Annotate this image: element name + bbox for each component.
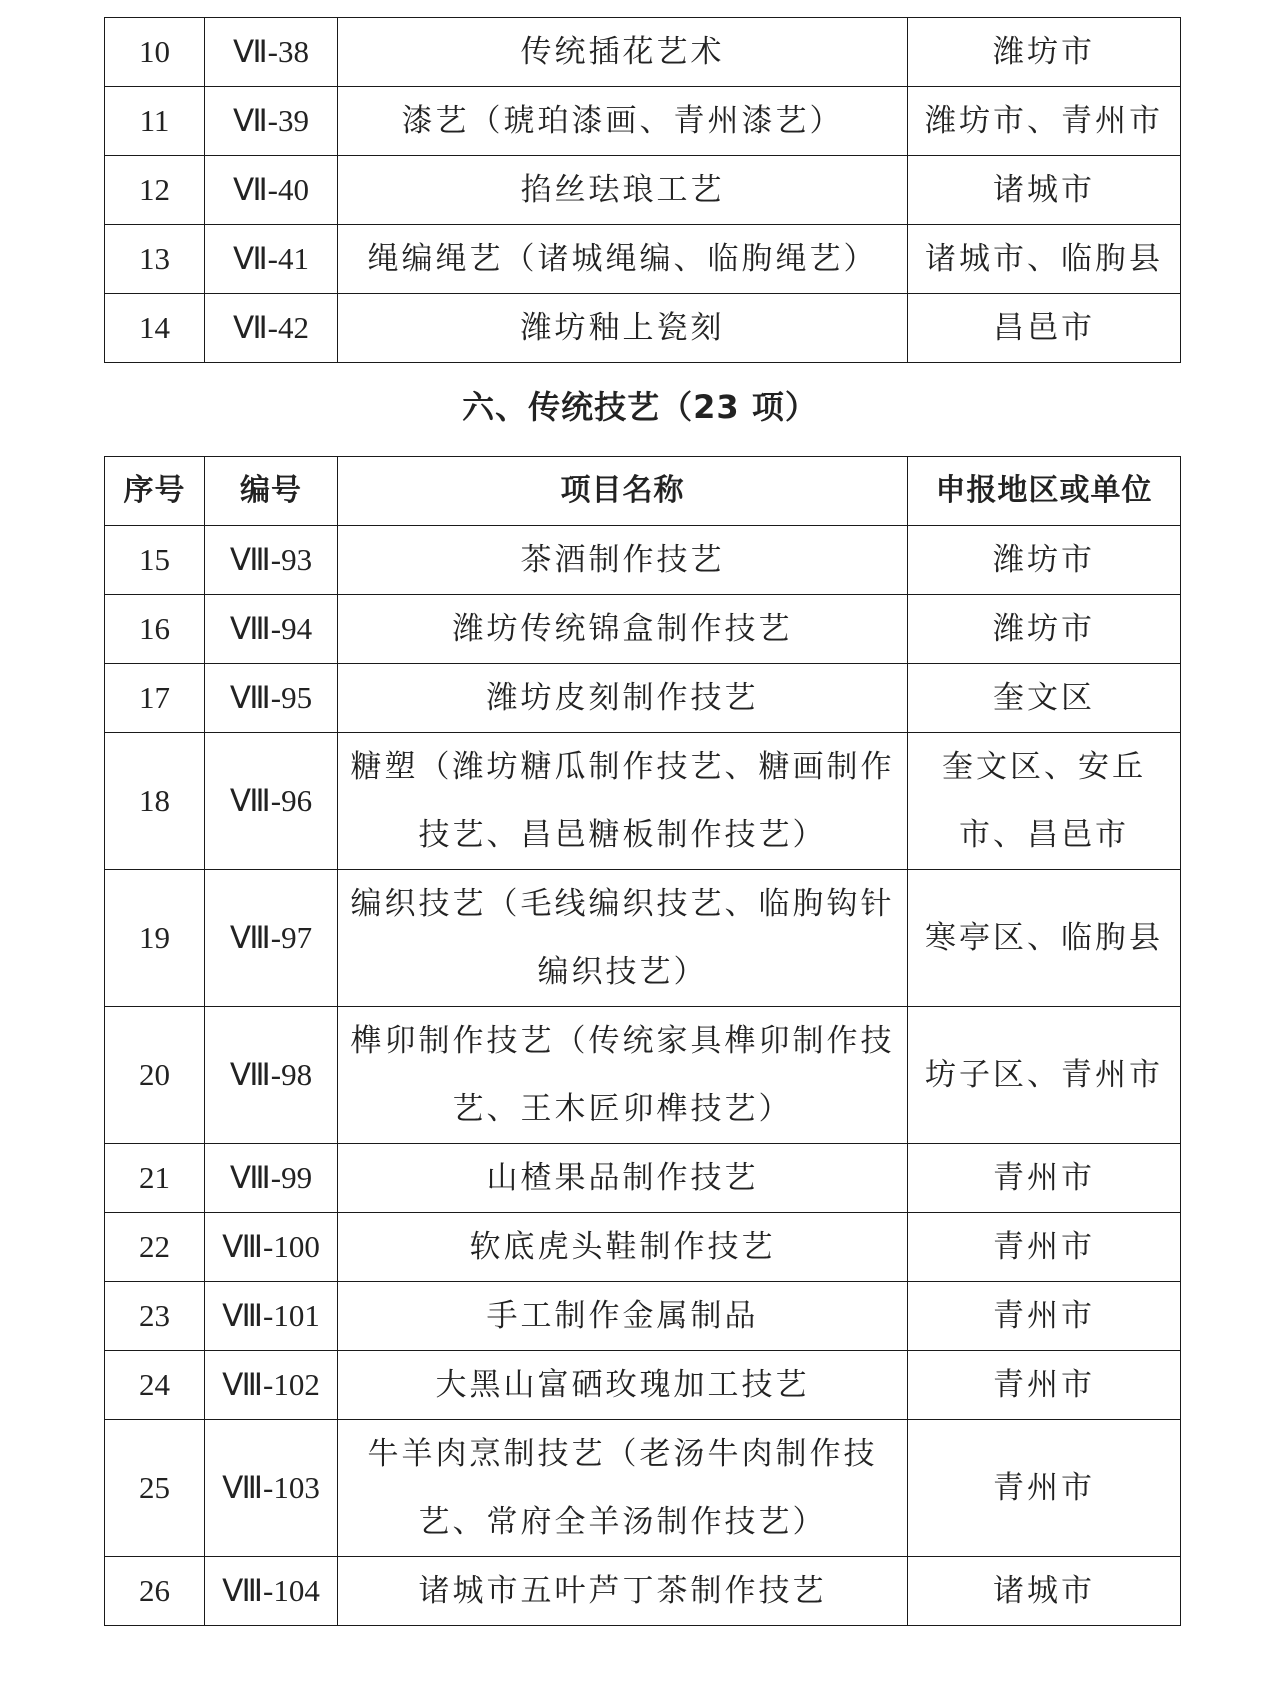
table-row bbox=[105, 1351, 1181, 1420]
code-cell: Ⅶ-39 bbox=[205, 87, 338, 156]
table-row bbox=[105, 225, 1181, 294]
table-row bbox=[105, 294, 1181, 363]
project-name-cell: 潍坊釉上瓷刻 bbox=[338, 294, 908, 363]
project-name-cell: 潍坊传统锦盒制作技艺 bbox=[338, 595, 908, 664]
header-project-name: 项目名称 bbox=[338, 457, 908, 526]
code-cell: Ⅷ-97 bbox=[205, 870, 338, 1007]
header-code: 编号 bbox=[205, 457, 338, 526]
project-name-cell: 茶酒制作技艺 bbox=[338, 526, 908, 595]
heritage-table-crafts bbox=[104, 456, 1181, 1626]
section-title: 六、传统技艺（23 项） bbox=[462, 388, 818, 426]
code-cell: Ⅷ-94 bbox=[205, 595, 338, 664]
region-cell: 寒亭区、临朐县 bbox=[908, 870, 1181, 1007]
seq-cell: 14 bbox=[105, 294, 205, 363]
code-cell: Ⅷ-98 bbox=[205, 1007, 338, 1144]
project-name-cell: 潍坊皮刻制作技艺 bbox=[338, 664, 908, 733]
table-row bbox=[105, 1213, 1181, 1282]
code-cell: Ⅶ-38 bbox=[205, 18, 338, 87]
seq-cell: 16 bbox=[105, 595, 205, 664]
region-cell: 青州市 bbox=[908, 1213, 1181, 1282]
seq-cell: 11 bbox=[105, 87, 205, 156]
code-cell: Ⅷ-99 bbox=[205, 1144, 338, 1213]
seq-cell: 23 bbox=[105, 1282, 205, 1351]
table-row bbox=[105, 1144, 1181, 1213]
seq-cell: 12 bbox=[105, 156, 205, 225]
project-name-cell: 诸城市五叶芦丁茶制作技艺 bbox=[338, 1557, 908, 1626]
region-cell: 潍坊市、青州市 bbox=[908, 87, 1181, 156]
seq-cell: 22 bbox=[105, 1213, 205, 1282]
table-row bbox=[105, 18, 1181, 87]
region-cell: 奎文区、安丘市、昌邑市 bbox=[908, 733, 1181, 870]
project-name-cell: 漆艺（琥珀漆画、青州漆艺） bbox=[338, 87, 908, 156]
project-name-cell: 大黑山富硒玫瑰加工技艺 bbox=[338, 1351, 908, 1420]
table-row bbox=[105, 526, 1181, 595]
table-row bbox=[105, 1420, 1181, 1557]
seq-cell: 25 bbox=[105, 1420, 205, 1557]
seq-cell: 18 bbox=[105, 733, 205, 870]
header-region: 申报地区或单位 bbox=[908, 457, 1181, 526]
region-cell: 昌邑市 bbox=[908, 294, 1181, 363]
seq-cell: 10 bbox=[105, 18, 205, 87]
region-cell: 坊子区、青州市 bbox=[908, 1007, 1181, 1144]
table-header-row bbox=[105, 457, 1181, 526]
table-row bbox=[105, 733, 1181, 870]
seq-cell: 15 bbox=[105, 526, 205, 595]
project-name-cell: 绳编绳艺（诸城绳编、临朐绳艺） bbox=[338, 225, 908, 294]
seq-cell: 24 bbox=[105, 1351, 205, 1420]
code-cell: Ⅷ-96 bbox=[205, 733, 338, 870]
table-row bbox=[105, 1557, 1181, 1626]
table-row bbox=[105, 1007, 1181, 1144]
region-cell: 青州市 bbox=[908, 1282, 1181, 1351]
region-cell: 青州市 bbox=[908, 1351, 1181, 1420]
project-name-cell: 山楂果品制作技艺 bbox=[338, 1144, 908, 1213]
table-row bbox=[105, 156, 1181, 225]
table-row bbox=[105, 595, 1181, 664]
table-row bbox=[105, 664, 1181, 733]
heritage-table-top bbox=[104, 17, 1181, 363]
code-cell: Ⅶ-42 bbox=[205, 294, 338, 363]
code-cell: Ⅷ-95 bbox=[205, 664, 338, 733]
region-cell: 青州市 bbox=[908, 1144, 1181, 1213]
project-name-cell: 编织技艺（毛线编织技艺、临朐钩针编织技艺） bbox=[338, 870, 908, 1007]
header-seq: 序号 bbox=[105, 457, 205, 526]
seq-cell: 19 bbox=[105, 870, 205, 1007]
region-cell: 潍坊市 bbox=[908, 18, 1181, 87]
seq-cell: 21 bbox=[105, 1144, 205, 1213]
seq-cell: 17 bbox=[105, 664, 205, 733]
code-cell: Ⅶ-41 bbox=[205, 225, 338, 294]
table-row bbox=[105, 87, 1181, 156]
code-cell: Ⅷ-102 bbox=[205, 1351, 338, 1420]
region-cell: 潍坊市 bbox=[908, 595, 1181, 664]
region-cell: 诸城市 bbox=[908, 156, 1181, 225]
code-cell: Ⅷ-93 bbox=[205, 526, 338, 595]
region-cell: 诸城市、临朐县 bbox=[908, 225, 1181, 294]
seq-cell: 26 bbox=[105, 1557, 205, 1626]
project-name-cell: 牛羊肉烹制技艺（老汤牛肉制作技艺、常府全羊汤制作技艺） bbox=[338, 1420, 908, 1557]
region-cell: 诸城市 bbox=[908, 1557, 1181, 1626]
code-cell: Ⅷ-101 bbox=[205, 1282, 338, 1351]
region-cell: 奎文区 bbox=[908, 664, 1181, 733]
project-name-cell: 传统插花艺术 bbox=[338, 18, 908, 87]
code-cell: Ⅶ-40 bbox=[205, 156, 338, 225]
project-name-cell: 糖塑（潍坊糖瓜制作技艺、糖画制作技艺、昌邑糖板制作技艺） bbox=[338, 733, 908, 870]
project-name-cell: 手工制作金属制品 bbox=[338, 1282, 908, 1351]
seq-cell: 13 bbox=[105, 225, 205, 294]
project-name-cell: 掐丝珐琅工艺 bbox=[338, 156, 908, 225]
project-name-cell: 榫卯制作技艺（传统家具榫卯制作技艺、王木匠卯榫技艺） bbox=[338, 1007, 908, 1144]
table-row bbox=[105, 870, 1181, 1007]
code-cell: Ⅷ-100 bbox=[205, 1213, 338, 1282]
project-name-cell: 软底虎头鞋制作技艺 bbox=[338, 1213, 908, 1282]
code-cell: Ⅷ-104 bbox=[205, 1557, 338, 1626]
seq-cell: 20 bbox=[105, 1007, 205, 1144]
region-cell: 青州市 bbox=[908, 1420, 1181, 1557]
table-row bbox=[105, 1282, 1181, 1351]
code-cell: Ⅷ-103 bbox=[205, 1420, 338, 1557]
region-cell: 潍坊市 bbox=[908, 526, 1181, 595]
